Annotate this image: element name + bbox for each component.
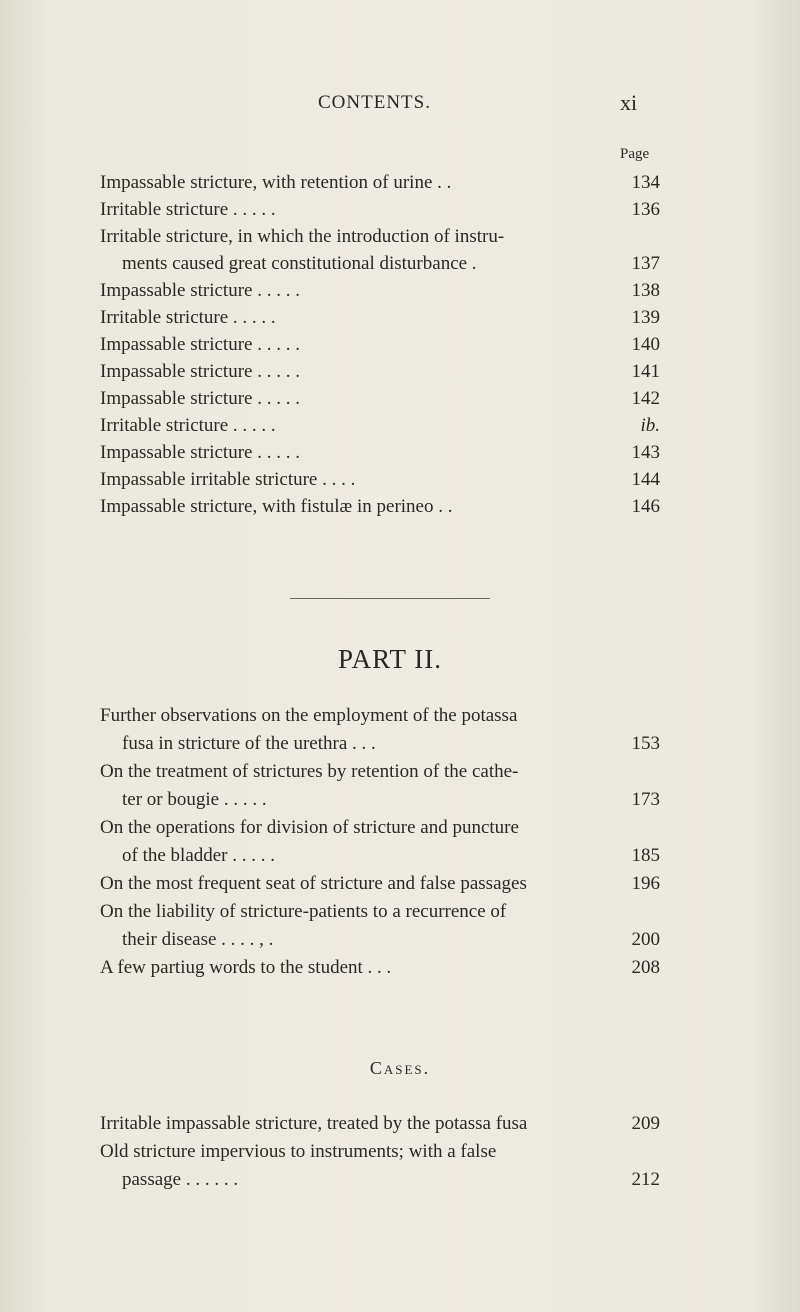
contents-entry (100, 304, 660, 331)
contents-entry-text: Further observations on the employment of the potassa (100, 705, 518, 726)
contents-entry-page-number: 212 (631, 1169, 660, 1190)
contents-entry-page-number: 209 (631, 1113, 660, 1134)
contents-entry-text: Impassable stricture . . . . . 143 (100, 439, 660, 466)
contents-entry (100, 1110, 660, 1138)
contents-entry-text: On the treatment of strictures by retention of the cathe- (100, 761, 519, 782)
contents-entry-text: On the liability of stricture-patients to a recurrence of (100, 901, 507, 922)
contents-entry-text: Impassable stricture, with retention of urine . . 134 (100, 169, 660, 196)
contents-entry-page-number: 196 (631, 873, 660, 894)
contents-entry (100, 954, 660, 982)
contents-entry-page-number: 142 (631, 388, 660, 409)
contents-entry-page-number: ib. (640, 415, 660, 436)
contents-entry-text: A few partiug words to the student . . . 208 (100, 954, 660, 982)
cases-heading: Cases. (369, 1058, 431, 1078)
contents-entry-page-number: 144 (631, 469, 660, 490)
section-divider (290, 598, 490, 599)
contents-entry-text: Irritable impassable stricture, treated by the potassa fusa 209 (100, 1110, 660, 1138)
contents-entry-text: Impassable stricture . . . . . 138 (100, 277, 660, 304)
contents-entry-text: their disease . . . . , . 200 (100, 926, 660, 954)
contents-entry-text: Irritable stricture . . . . . ib. (100, 412, 660, 439)
contents-entry (100, 439, 660, 466)
contents-entry (100, 331, 660, 358)
contents-entry-text: Irritable stricture . . . . . 139 (100, 304, 660, 331)
contents-entry-page-number: 138 (631, 280, 660, 301)
contents-entry-text: On the operations for division of stricture and puncture (100, 817, 519, 838)
contents-entry-page-number: 146 (631, 496, 660, 517)
contents-entry-page-number: 153 (631, 733, 660, 754)
contents-entry-page-number: 139 (631, 307, 660, 328)
contents-entry (100, 1138, 660, 1194)
contents-entry (100, 758, 660, 814)
contents-entry-text: passage . . . . . . 212 (100, 1166, 660, 1194)
contents-entry-text: Impassable irritable stricture . . . . 144 (100, 466, 660, 493)
contents-entry-page-number: 200 (631, 929, 660, 950)
contents-entry-text: Impassable stricture . . . . . 142 (100, 385, 660, 412)
contents-entry (100, 702, 660, 758)
contents-entry-page-number: 143 (631, 442, 660, 463)
contents-entry (100, 466, 660, 493)
contents-entry (100, 898, 660, 954)
contents-entry (100, 277, 660, 304)
contents-entry-page-number: 136 (631, 199, 660, 220)
contents-entry-page-number: 134 (631, 172, 660, 193)
contents-entry-text: ter or bougie . . . . . 173 (100, 786, 660, 814)
contents-entry (100, 169, 660, 196)
contents-entry (100, 870, 660, 898)
contents-entry-text: fusa in stricture of the urethra . . . 153 (100, 730, 660, 758)
page-folio: xi (620, 90, 638, 115)
contents-entry-page-number: 208 (631, 957, 660, 978)
running-head (0, 92, 800, 122)
contents-entry (100, 493, 660, 520)
contents-entry (100, 196, 660, 223)
contents-entry-page-number: 141 (631, 361, 660, 382)
contents-entry-text: Impassable stricture, with fistulæ in perineo . . 146 (100, 493, 660, 520)
contents-entry-text: ments caused great constitutional disturbance . 137 (100, 250, 660, 277)
contents-entry (100, 223, 660, 277)
contents-entry-page-number: 140 (631, 334, 660, 355)
contents-entry-text: On the most frequent seat of stricture and false passages 196 (100, 870, 660, 898)
contents-entry-text: Irritable stricture, in which the introduction of instru- (100, 226, 505, 247)
contents-entry (100, 814, 660, 870)
contents-entry-text: Irritable stricture . . . . . 136 (100, 196, 660, 223)
contents-entry-text: Old stricture impervious to instruments; with a false (100, 1141, 497, 1162)
contents-entry-page-number: 185 (631, 845, 660, 866)
contents-entry (100, 358, 660, 385)
contents-entry-text: of the bladder . . . . . 185 (100, 842, 660, 870)
contents-entry-text: Impassable stricture . . . . . 141 (100, 358, 660, 385)
contents-entry (100, 412, 660, 439)
contents-entry-page-number: 173 (631, 789, 660, 810)
contents-entry (100, 385, 660, 412)
contents-entry-page-number: 137 (631, 253, 660, 274)
contents-entry-text: Impassable stricture . . . . . 140 (100, 331, 660, 358)
part-heading: PART II. (338, 644, 442, 674)
running-head-title: CONTENTS. (318, 92, 431, 113)
page-column-label: Page (620, 146, 650, 162)
